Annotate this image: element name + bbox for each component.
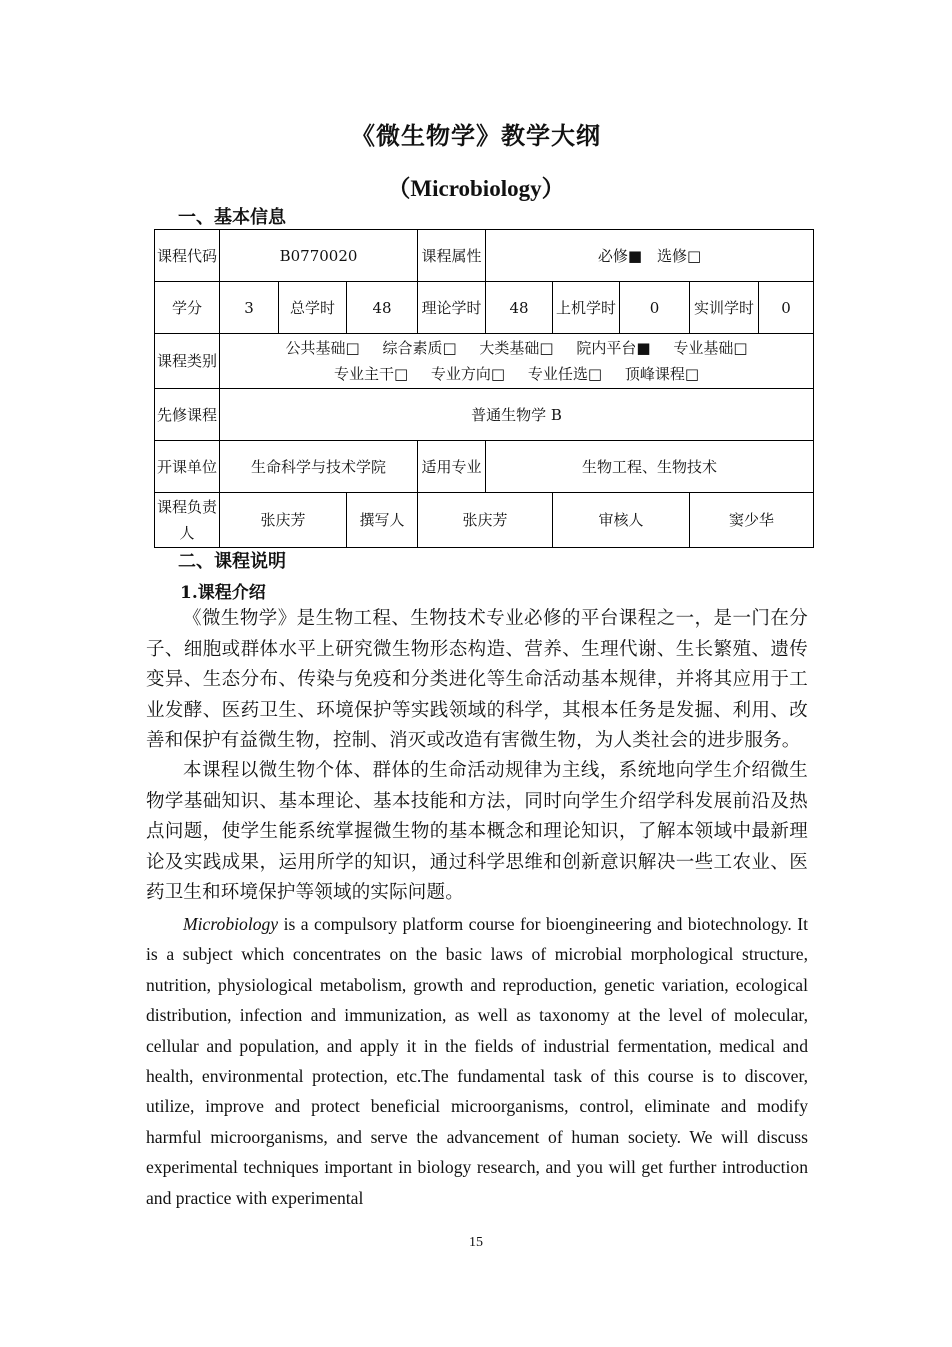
- table-row-category: [155, 334, 814, 389]
- table-row-hours: [155, 282, 814, 334]
- reviewer-value: 窦少华: [690, 493, 814, 548]
- practice-hours-label: 实训学时: [690, 282, 759, 334]
- applicable-major-label: 适用专业: [418, 441, 486, 493]
- theory-hours-label: 理论学时: [418, 282, 486, 334]
- category-line-2: [222, 361, 811, 387]
- practice-hours-value: 0: [759, 282, 814, 334]
- subheading-course-intro: 1.课程介绍: [180, 583, 266, 603]
- credit-value: 3: [220, 282, 279, 334]
- category-major-elective: 专业任选□: [527, 365, 603, 383]
- category-public-basic: 公共基础□: [285, 339, 360, 357]
- paragraph-intro-english: [146, 909, 808, 1213]
- table-row-course-code: [155, 230, 814, 282]
- table-row-department: [155, 441, 814, 493]
- page-number: 15: [469, 1235, 483, 1250]
- course-code-label: 课程代码: [155, 230, 220, 282]
- course-code-value: B0770020: [220, 230, 418, 282]
- writer-label: 撰写人: [347, 493, 418, 548]
- category-broad-basic: 大类基础□: [479, 339, 554, 357]
- table-row-prerequisite: [155, 389, 814, 441]
- prerequisite-value: 普通生物学 B: [220, 389, 814, 441]
- paragraph-english-text: is a compulsory platform course for bioengineering and biotechnology. It is a subject which concentrates on the basic laws of microbial morphological structure, nutrition, physiological metabolism, growth and reproduction, genetic variation, ecological distribution, infection and immunization, as well as taxonomy at the level of molecular, cellular and population, and apply it in the fields of industrial fermentation, medical and health, environmental protection, etc.The fundamental task of this course is to discover, utilize, improve and protect beneficial microorganisms, control, eliminate and modify harmful microorganisms, and serve the advancement of human society. We will discuss experimental techniques important in biology research, and you will get further introduction and practice with experimental: [146, 914, 808, 1208]
- course-leader-value: 张庆芳: [220, 493, 347, 548]
- page-subtitle: （Microbiology）: [387, 176, 565, 201]
- course-info-table: [154, 229, 814, 548]
- course-name-italic: Microbiology: [183, 914, 279, 934]
- category-major-core: 专业主干□: [333, 365, 409, 383]
- prerequisite-label: 先修课程: [155, 389, 220, 441]
- course-attribute-label: 课程属性: [418, 230, 486, 282]
- table-row-staff: [155, 493, 814, 548]
- category-major-basic: 专业基础□: [673, 339, 748, 357]
- total-hours-value: 48: [347, 282, 418, 334]
- course-leader-label: 课程负责人: [155, 493, 220, 548]
- reviewer-label: 审核人: [553, 493, 690, 548]
- category-line-1: [222, 335, 811, 361]
- category-capstone: 顶峰课程□: [624, 365, 700, 383]
- computer-hours-value: 0: [620, 282, 690, 334]
- department-label: 开课单位: [155, 441, 220, 493]
- category-major-direction: 专业方向□: [430, 365, 506, 383]
- writer-value: 张庆芳: [418, 493, 553, 548]
- section-heading-course-description: 二、课程说明: [178, 551, 286, 572]
- credit-label: 学分: [155, 282, 220, 334]
- course-category-options: [220, 334, 814, 389]
- page-title: 《微生物学》教学大纲: [351, 121, 601, 150]
- course-attribute-value: 必修■ 选修□: [486, 230, 814, 282]
- paragraph-intro-1: 《微生物学》是生物工程、生物技术专业必修的平台课程之一，是一门在分子、细胞或群体水平上研究微生物形态构造、营养、生理代谢、生长繁殖、遗传变异、生态分布、传染与免疫和分类进化等生命活动基本规律，并将其应用于工业发酵、医药卫生、环境保护等实践领域的科学，其根本任务是发掘、利用、改善和保护有益微生物，控制、消灭或改造有害微生物，为人类社会的进步服务。: [146, 608, 808, 751]
- total-hours-label: 总学时: [279, 282, 347, 334]
- computer-hours-label: 上机学时: [553, 282, 620, 334]
- category-general-quality: 综合素质□: [382, 339, 457, 357]
- department-value: 生命科学与技术学院: [220, 441, 418, 493]
- section-heading-basic-info: 一、基本信息: [178, 207, 286, 228]
- category-college-platform: 院内平台■: [576, 339, 651, 357]
- course-category-label: 课程类别: [155, 334, 220, 389]
- paragraph-intro-2: 本课程以微生物个体、群体的生命活动规律为主线，系统地向学生介绍微生物学基础知识、基本理论、基本技能和方法，同时向学生介绍学科发展前沿及热点问题，使学生能系统掌握微生物的基本概念和理论知识，了解本领域中最新理论及实践成果，运用所学的知识，通过科学思维和创新意识解决一些工农业、医药卫生和环境保护等领域的实际问题。: [146, 760, 808, 903]
- applicable-major-value: 生物工程、生物技术: [486, 441, 814, 493]
- theory-hours-value: 48: [486, 282, 553, 334]
